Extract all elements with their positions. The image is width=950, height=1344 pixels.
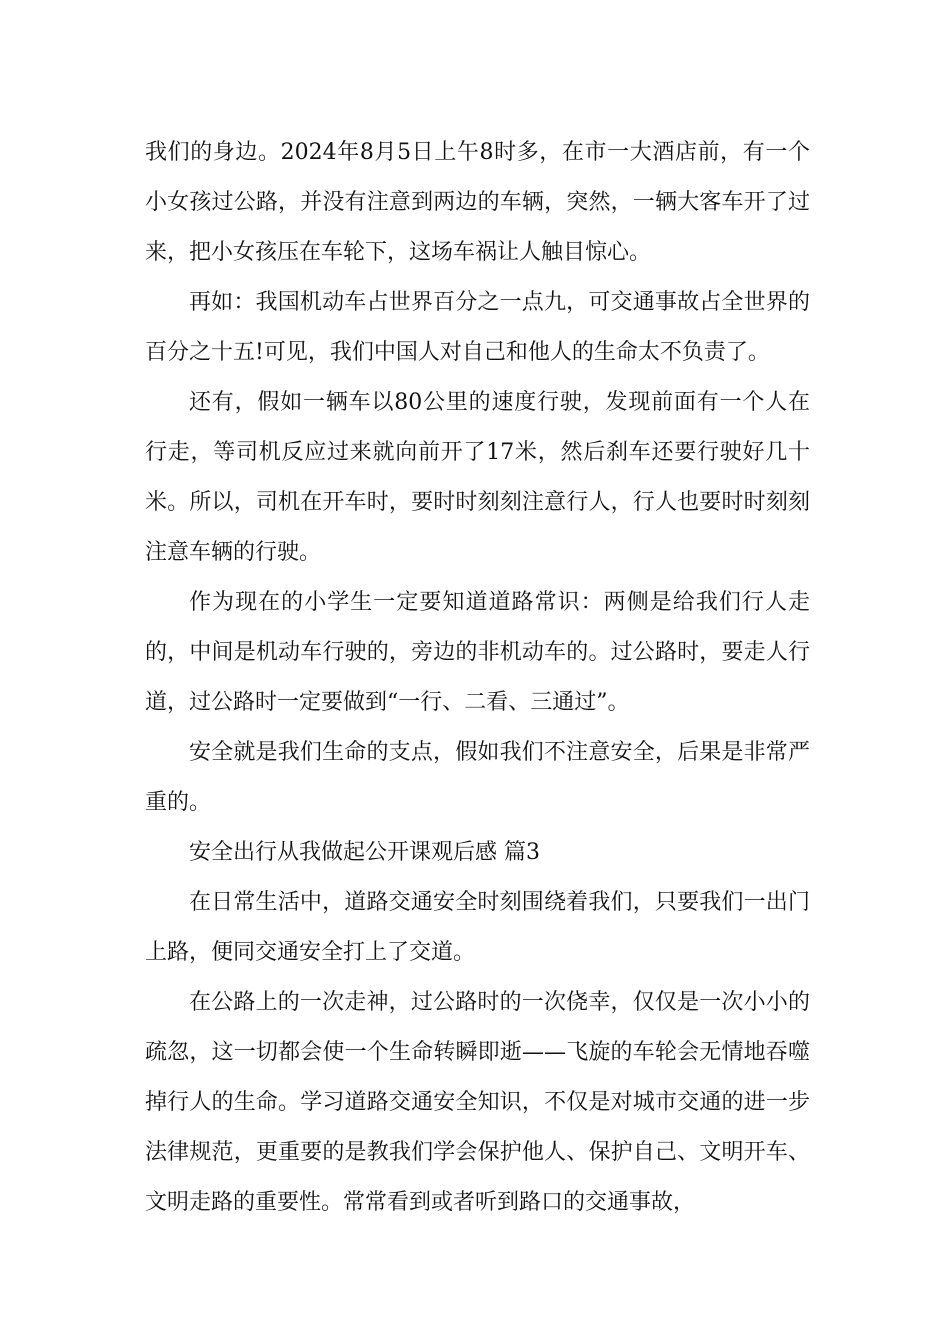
paragraph-1: 我们的身边。2024年8月5日上午8时多，在市一大酒店前，有一个小女孩过公路，并没有注意到两边的车辆，突然，一辆大客车开了过来，把小女孩压在车轮下，这场车祸让人触目惊心。 [145, 140, 810, 265]
paragraph-3: 还有，假如一辆车以80公里的速度行驶，发现前面有一个人在行走，等司机反应过来就向前开了17米，然后刹车还要行驶好几十米。所以，司机在开车时，要时时刻刻注意行人，行人也要时时刻刻注意车辆的行驶。 [145, 390, 810, 565]
document-body [145, 128, 810, 1228]
paragraph-4: 作为现在的小学生一定要知道道路常识：两侧是给我们行人走的，中间是机动车行驶的，旁边的非机动车的。过公路时，要走人行道，过公路时一定要做到“一行、二看、三通过”。 [145, 590, 810, 715]
paragraph-5: 安全就是我们生命的支点，假如我们不注意安全，后果是非常严重的。 [145, 740, 810, 815]
paragraph-2: 再如：我国机动车占世界百分之一点九，可交通事故占全世界的百分之十五!可见，我们中国人对自己和他人的生命太不负责了。 [145, 290, 810, 365]
paragraph-6: 在日常生活中，道路交通安全时刻围绕着我们，只要我们一出门上路，便同交通安全打上了交道。 [145, 890, 810, 965]
section-heading: 安全出行从我做起公开课观后感 篇3 [189, 840, 540, 865]
paragraph-7: 在公路上的一次走神，过公路时的一次侥幸，仅仅是一次小小的疏忽，这一切都会使一个生命转瞬即逝——飞旋的车轮会无情地吞噬掉行人的生命。学习道路交通安全知识，不仅是对城市交通的进一步法律规范，更重要的是教我们学会保护他人、保护自己、文明开车、文明走路的重要性。常常看到或者听到路口的交通事故， [145, 990, 810, 1215]
